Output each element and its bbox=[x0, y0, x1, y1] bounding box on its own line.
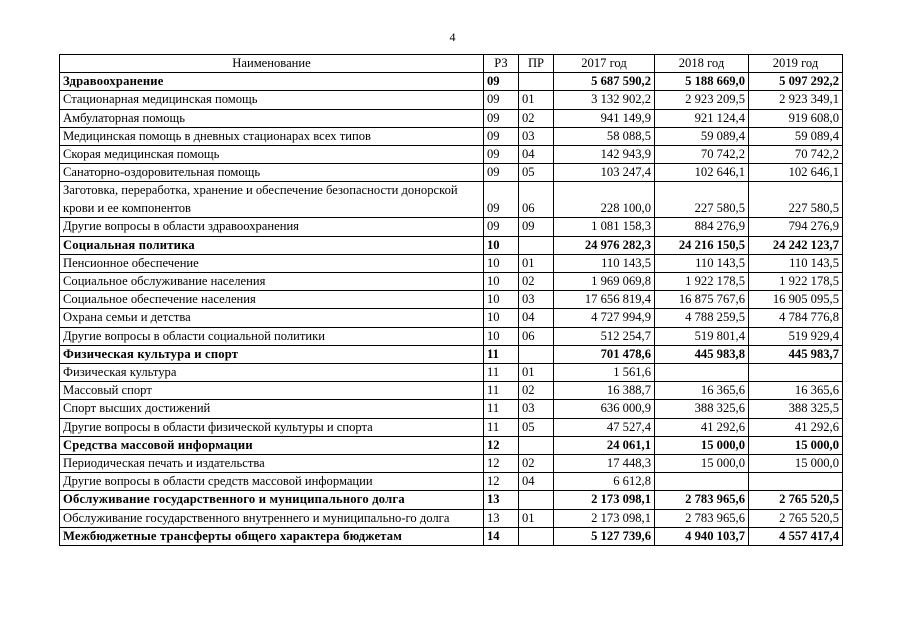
row-rz: 12 bbox=[484, 473, 519, 491]
row-rz: 10 bbox=[484, 291, 519, 309]
row-value-2019: 70 742,2 bbox=[749, 146, 843, 164]
row-pr: 03 bbox=[519, 127, 554, 145]
row-value-2018: 102 646,1 bbox=[655, 164, 749, 182]
row-rz: 10 bbox=[484, 327, 519, 345]
row-pr: 05 bbox=[519, 418, 554, 436]
row-name: Спорт высших достижений bbox=[60, 400, 484, 418]
row-pr bbox=[519, 236, 554, 254]
row-pr bbox=[519, 436, 554, 454]
row-rz: 11 bbox=[484, 418, 519, 436]
row-value-2018 bbox=[655, 364, 749, 382]
row-value-2017: 47 527,4 bbox=[554, 418, 655, 436]
row-value-2018 bbox=[655, 473, 749, 491]
row-value-2017: 2 173 098,1 bbox=[554, 509, 655, 528]
row-pr: 04 bbox=[519, 146, 554, 164]
table-header-row bbox=[60, 55, 843, 73]
row-pr bbox=[519, 73, 554, 91]
row-pr bbox=[519, 345, 554, 363]
row-name: Физическая культура и спорт bbox=[60, 345, 484, 363]
row-pr: 03 bbox=[519, 291, 554, 309]
row-value-2019: 2 765 520,5 bbox=[749, 491, 843, 509]
row-pr: 04 bbox=[519, 473, 554, 491]
row-value-2018: 15 000,0 bbox=[655, 455, 749, 473]
table-row bbox=[60, 509, 843, 528]
row-name: Пенсионное обеспечение bbox=[60, 254, 484, 272]
table-row bbox=[60, 455, 843, 473]
table-row bbox=[60, 309, 843, 327]
row-pr: 01 bbox=[519, 254, 554, 272]
row-name: Массовый спорт bbox=[60, 382, 484, 400]
table-row bbox=[60, 418, 843, 436]
row-rz: 10 bbox=[484, 273, 519, 291]
row-value-2019: 4 784 776,8 bbox=[749, 309, 843, 327]
table-row bbox=[60, 473, 843, 491]
table-row bbox=[60, 146, 843, 164]
row-pr: 02 bbox=[519, 455, 554, 473]
row-name: Средства массовой информации bbox=[60, 436, 484, 454]
row-pr: 05 bbox=[519, 164, 554, 182]
header-2019: 2019 год bbox=[749, 55, 843, 73]
row-value-2018: 2 783 965,6 bbox=[655, 509, 749, 528]
row-value-2019: 102 646,1 bbox=[749, 164, 843, 182]
row-value-2019: 2 923 349,1 bbox=[749, 91, 843, 109]
row-value-2017: 3 132 902,2 bbox=[554, 91, 655, 109]
row-value-2017: 2 173 098,1 bbox=[554, 491, 655, 509]
row-name: Стационарная медицинская помощь bbox=[60, 91, 484, 109]
table-row bbox=[60, 127, 843, 145]
row-name: Заготовка, переработка, хранение и обеспечение безопасности донорской крови и ее компонентов bbox=[60, 182, 484, 218]
row-value-2019: 5 097 292,2 bbox=[749, 73, 843, 91]
row-value-2019: 519 929,4 bbox=[749, 327, 843, 345]
row-rz: 12 bbox=[484, 455, 519, 473]
row-rz: 09 bbox=[484, 127, 519, 145]
row-rz: 10 bbox=[484, 236, 519, 254]
row-value-2017: 1 081 158,3 bbox=[554, 218, 655, 236]
row-value-2017: 103 247,4 bbox=[554, 164, 655, 182]
row-value-2018: 2 783 965,6 bbox=[655, 491, 749, 509]
table-row bbox=[60, 273, 843, 291]
table-row bbox=[60, 364, 843, 382]
row-value-2018: 1 922 178,5 bbox=[655, 273, 749, 291]
row-name: Обслуживание государственного и муниципального долга bbox=[60, 491, 484, 509]
table-section-row bbox=[60, 73, 843, 91]
row-value-2017: 110 143,5 bbox=[554, 254, 655, 272]
row-rz: 09 bbox=[484, 182, 519, 218]
row-rz: 14 bbox=[484, 528, 519, 546]
row-rz: 11 bbox=[484, 382, 519, 400]
table-row bbox=[60, 164, 843, 182]
page-number: 4 bbox=[449, 30, 456, 44]
row-value-2018: 921 124,4 bbox=[655, 109, 749, 127]
table-row bbox=[60, 109, 843, 127]
row-pr: 09 bbox=[519, 218, 554, 236]
row-value-2018: 16 365,6 bbox=[655, 382, 749, 400]
row-name: Физическая культура bbox=[60, 364, 484, 382]
row-value-2017: 1 561,6 bbox=[554, 364, 655, 382]
row-pr: 06 bbox=[519, 182, 554, 218]
table-section-row bbox=[60, 491, 843, 509]
row-value-2019: 1 922 178,5 bbox=[749, 273, 843, 291]
row-name: Здравоохранение bbox=[60, 73, 484, 91]
row-value-2018: 59 089,4 bbox=[655, 127, 749, 145]
row-name: Другие вопросы в области здравоохранения bbox=[60, 218, 484, 236]
table-row bbox=[60, 218, 843, 236]
row-value-2017: 17 448,3 bbox=[554, 455, 655, 473]
row-value-2019: 919 608,0 bbox=[749, 109, 843, 127]
row-value-2019: 110 143,5 bbox=[749, 254, 843, 272]
row-value-2018: 4 788 259,5 bbox=[655, 309, 749, 327]
row-pr: 01 bbox=[519, 91, 554, 109]
row-value-2017: 512 254,7 bbox=[554, 327, 655, 345]
row-rz: 13 bbox=[484, 491, 519, 509]
row-value-2019: 227 580,5 bbox=[749, 182, 843, 218]
row-value-2018: 110 143,5 bbox=[655, 254, 749, 272]
table-row bbox=[60, 400, 843, 418]
row-value-2017: 16 388,7 bbox=[554, 382, 655, 400]
row-name: Социальная политика bbox=[60, 236, 484, 254]
row-value-2018: 15 000,0 bbox=[655, 436, 749, 454]
row-pr: 06 bbox=[519, 327, 554, 345]
row-pr: 02 bbox=[519, 382, 554, 400]
row-value-2017: 5 687 590,2 bbox=[554, 73, 655, 91]
row-value-2019: 16 365,6 bbox=[749, 382, 843, 400]
row-value-2017: 941 149,9 bbox=[554, 109, 655, 127]
header-pr: ПР bbox=[519, 55, 554, 73]
row-name: Периодическая печать и издательства bbox=[60, 455, 484, 473]
row-pr: 01 bbox=[519, 364, 554, 382]
row-pr: 01 bbox=[519, 509, 554, 528]
row-value-2019: 794 276,9 bbox=[749, 218, 843, 236]
row-pr: 03 bbox=[519, 400, 554, 418]
row-value-2018: 24 216 150,5 bbox=[655, 236, 749, 254]
row-name: Другие вопросы в области физической культуры и спорта bbox=[60, 418, 484, 436]
row-pr bbox=[519, 528, 554, 546]
budget-table bbox=[59, 54, 843, 546]
row-value-2017: 58 088,5 bbox=[554, 127, 655, 145]
row-value-2019 bbox=[749, 364, 843, 382]
row-value-2019: 4 557 417,4 bbox=[749, 528, 843, 546]
row-name: Межбюджетные трансферты общего характера бюджетам bbox=[60, 528, 484, 546]
row-value-2019: 16 905 095,5 bbox=[749, 291, 843, 309]
row-rz: 09 bbox=[484, 218, 519, 236]
row-value-2018: 445 983,8 bbox=[655, 345, 749, 363]
table-section-row bbox=[60, 528, 843, 546]
table-section-row bbox=[60, 236, 843, 254]
row-rz: 10 bbox=[484, 309, 519, 327]
row-value-2019: 15 000,0 bbox=[749, 455, 843, 473]
row-name: Охрана семьи и детства bbox=[60, 309, 484, 327]
table-row bbox=[60, 254, 843, 272]
row-rz: 10 bbox=[484, 254, 519, 272]
row-rz: 11 bbox=[484, 364, 519, 382]
row-value-2017: 5 127 739,6 bbox=[554, 528, 655, 546]
row-name: Другие вопросы в области средств массовой информации bbox=[60, 473, 484, 491]
row-value-2018: 16 875 767,6 bbox=[655, 291, 749, 309]
row-value-2019: 2 765 520,5 bbox=[749, 509, 843, 528]
row-pr: 04 bbox=[519, 309, 554, 327]
row-value-2017: 4 727 994,9 bbox=[554, 309, 655, 327]
row-rz: 09 bbox=[484, 146, 519, 164]
row-value-2019 bbox=[749, 473, 843, 491]
row-value-2017: 17 656 819,4 bbox=[554, 291, 655, 309]
row-value-2018: 2 923 209,5 bbox=[655, 91, 749, 109]
table-row bbox=[60, 182, 843, 218]
row-value-2018: 41 292,6 bbox=[655, 418, 749, 436]
row-rz: 09 bbox=[484, 109, 519, 127]
row-rz: 09 bbox=[484, 73, 519, 91]
row-rz: 13 bbox=[484, 509, 519, 528]
row-value-2017: 6 612,8 bbox=[554, 473, 655, 491]
row-name: Санаторно-оздоровительная помощь bbox=[60, 164, 484, 182]
row-rz: 09 bbox=[484, 164, 519, 182]
row-value-2019: 41 292,6 bbox=[749, 418, 843, 436]
row-name: Социальное обслуживание населения bbox=[60, 273, 484, 291]
table-row bbox=[60, 91, 843, 109]
row-value-2017: 701 478,6 bbox=[554, 345, 655, 363]
row-name: Медицинская помощь в дневных стационарах всех типов bbox=[60, 127, 484, 145]
row-rz: 09 bbox=[484, 91, 519, 109]
row-pr: 02 bbox=[519, 273, 554, 291]
row-pr bbox=[519, 491, 554, 509]
row-value-2018: 519 801,4 bbox=[655, 327, 749, 345]
table-section-row bbox=[60, 436, 843, 454]
row-value-2018: 388 325,6 bbox=[655, 400, 749, 418]
row-value-2018: 5 188 669,0 bbox=[655, 73, 749, 91]
header-rz: РЗ bbox=[484, 55, 519, 73]
row-name: Скорая медицинская помощь bbox=[60, 146, 484, 164]
row-rz: 12 bbox=[484, 436, 519, 454]
row-value-2017: 1 969 069,8 bbox=[554, 273, 655, 291]
row-rz: 11 bbox=[484, 345, 519, 363]
table-row bbox=[60, 382, 843, 400]
row-value-2017: 142 943,9 bbox=[554, 146, 655, 164]
row-value-2017: 24 061,1 bbox=[554, 436, 655, 454]
table-row bbox=[60, 291, 843, 309]
header-2017: 2017 год bbox=[554, 55, 655, 73]
table-row bbox=[60, 327, 843, 345]
row-name: Амбулаторная помощь bbox=[60, 109, 484, 127]
row-value-2019: 59 089,4 bbox=[749, 127, 843, 145]
row-name: Социальное обеспечение населения bbox=[60, 291, 484, 309]
row-pr: 02 bbox=[519, 109, 554, 127]
row-value-2018: 884 276,9 bbox=[655, 218, 749, 236]
table-section-row bbox=[60, 345, 843, 363]
header-name: Наименование bbox=[60, 55, 484, 73]
row-value-2019: 388 325,5 bbox=[749, 400, 843, 418]
row-name: Другие вопросы в области социальной политики bbox=[60, 327, 484, 345]
row-value-2017: 24 976 282,3 bbox=[554, 236, 655, 254]
row-value-2019: 15 000,0 bbox=[749, 436, 843, 454]
row-value-2017: 636 000,9 bbox=[554, 400, 655, 418]
row-value-2019: 445 983,7 bbox=[749, 345, 843, 363]
header-2018: 2018 год bbox=[655, 55, 749, 73]
row-value-2017: 228 100,0 bbox=[554, 182, 655, 218]
row-value-2019: 24 242 123,7 bbox=[749, 236, 843, 254]
row-value-2018: 70 742,2 bbox=[655, 146, 749, 164]
row-name: Обслуживание государственного внутреннего и муниципально-го долга bbox=[60, 509, 484, 528]
row-value-2018: 227 580,5 bbox=[655, 182, 749, 218]
row-rz: 11 bbox=[484, 400, 519, 418]
row-value-2018: 4 940 103,7 bbox=[655, 528, 749, 546]
